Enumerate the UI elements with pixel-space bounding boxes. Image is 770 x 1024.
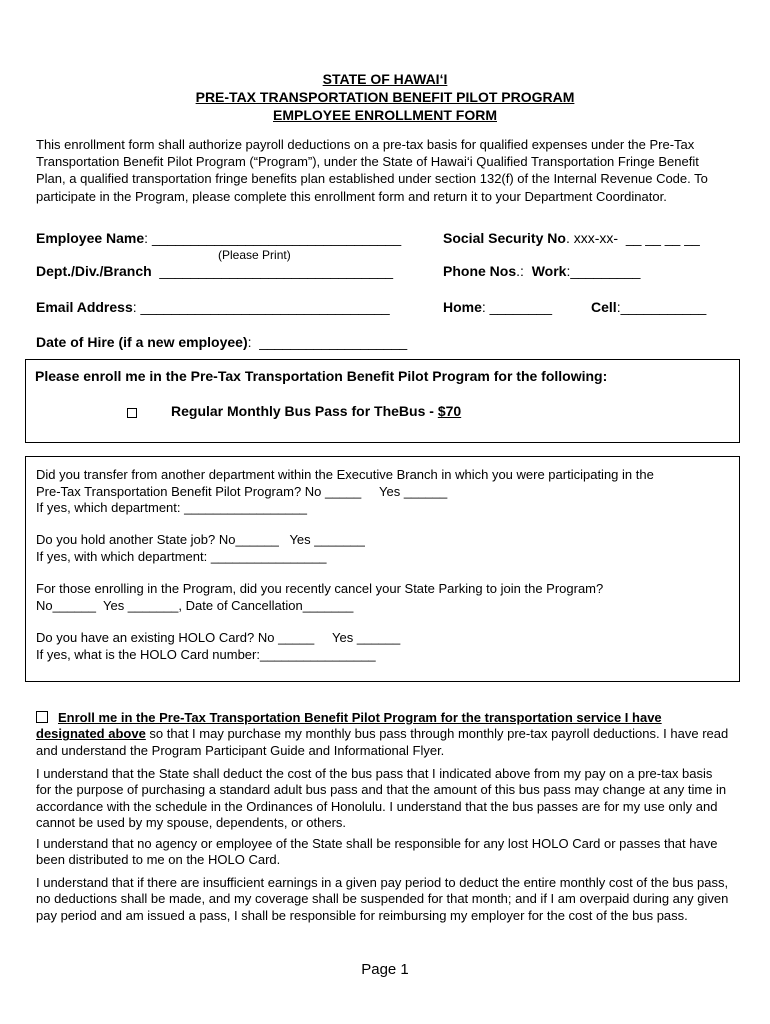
form-state-title: STATE OF HAWAI‘I xyxy=(322,71,448,87)
employee-name-line[interactable]: : ________________________________ xyxy=(144,230,402,246)
hire-date-line[interactable]: : ___________________ xyxy=(247,334,408,350)
ssn-value[interactable]: . xxx-xx- __ __ __ __ xyxy=(565,230,700,246)
questions-box xyxy=(25,456,740,682)
checkbox-icon[interactable] xyxy=(127,408,137,418)
q4-line2[interactable]: If yes, what is the HOLO Card number:________________ xyxy=(36,647,376,662)
home-label: Home xyxy=(443,299,482,315)
intro-paragraph: This enrollment form shall authorize payroll deductions on a pre-tax basis for qualified expenses under the Pre-Tax Transportation Benefit Pilot Program (“Program”), under the State of Hawai‘i Qualified Transportation Fringe Benefit Plan, a qualified transportation fringe benefits plan established under section 132(f) of the Internal Revenue Code. To participate in the Program, please complete this enrollment form and return it to your Department Coordinator. xyxy=(36,137,708,204)
q2-line1[interactable]: Do you hold another State job? No______ Yes _______ xyxy=(36,532,365,547)
bus-pass-checkbox[interactable] xyxy=(127,404,137,422)
q4-line1[interactable]: Do you have an existing HOLO Card? No _____ Yes ______ xyxy=(36,630,401,645)
email-field[interactable] xyxy=(36,299,390,315)
enrollment-heading: Please enroll me in the Pre-Tax Transportation Benefit Pilot Program for the following: xyxy=(35,368,608,384)
form-title: EMPLOYEE ENROLLMENT FORM xyxy=(273,107,497,123)
home-phone-field[interactable] xyxy=(443,299,552,315)
bus-pass-option xyxy=(171,403,461,419)
agreement-paragraph-2: I understand that the State shall deduct the cost of the bus pass that I indicated above from my pay on a pre-tax basis for the purpose of purchasing a standard adult bus pass and that the amount of this bus pass may change at any time in accordance with the schedule in the Ordinances of Honolulu. I understand that the bus passes are for my use only and cannot be used by my spouse, dependents, or others. xyxy=(36,766,727,831)
email-label: Email Address xyxy=(36,299,133,315)
dept-line[interactable]: ______________________________ xyxy=(151,263,394,279)
q1-line2[interactable]: Pre-Tax Transportation Benefit Pilot Program? No _____ Yes ______ xyxy=(36,484,448,499)
q2-line2[interactable]: If yes, with which department: ________________ xyxy=(36,549,327,564)
cell-line[interactable]: :___________ xyxy=(616,299,707,315)
agreement-lead: Enroll me in the Pre-Tax Transportation Benefit Pilot Program for the transportation service I have designated above xyxy=(36,710,662,742)
phone-separator: .: xyxy=(516,263,532,279)
hire-date-label: Date of Hire (if a new employee) xyxy=(36,334,248,350)
agreement-checkbox-icon[interactable] xyxy=(36,711,48,723)
agreement-rest: so that I may purchase my monthly bus pass through monthly pre-tax payroll deductions. I have read and understand the Program Participant Guide and Informational Flyer. xyxy=(36,726,729,758)
q1-line3[interactable]: If yes, which department: _________________ xyxy=(36,500,308,515)
email-line[interactable]: : ________________________________ xyxy=(132,299,390,315)
phone-field[interactable] xyxy=(443,263,640,279)
phone-label: Phone Nos xyxy=(443,263,517,279)
ssn-label: Social Security No xyxy=(443,230,566,246)
q1-line1: Did you transfer from another department within the Executive Branch in which you were participating in the xyxy=(36,467,654,482)
dept-field[interactable] xyxy=(36,263,393,279)
agreement-paragraph-3: I understand that no agency or employee of the State shall be responsible for any lost HOLO Card or passes that have been distributed to me on the HOLO Card. xyxy=(36,836,718,868)
employee-name-label: Employee Name xyxy=(36,230,145,246)
page-number: Page 1 xyxy=(361,961,409,978)
home-line[interactable]: : ________ xyxy=(481,299,552,315)
bus-pass-option-label: Regular Monthly Bus Pass for TheBus - xyxy=(171,403,438,419)
work-line[interactable]: :_________ xyxy=(566,263,641,279)
employee-name-field[interactable] xyxy=(36,230,401,246)
enrollment-selection-box xyxy=(25,359,740,443)
q3-line2[interactable]: No______ Yes _______, Date of Cancellation_______ xyxy=(36,598,354,613)
q3-line1: For those enrolling in the Program, did you recently cancel your State Parking to join the Program? xyxy=(36,581,604,596)
hire-date-field[interactable] xyxy=(36,334,407,350)
agreement-paragraph-1 xyxy=(36,710,731,759)
ssn-field[interactable] xyxy=(443,230,700,246)
work-label: Work xyxy=(531,263,567,279)
cell-phone-field[interactable] xyxy=(591,299,706,315)
cell-label: Cell xyxy=(591,299,617,315)
bus-pass-price: $70 xyxy=(437,403,462,419)
dept-label: Dept./Div./Branch xyxy=(36,263,152,279)
agreement-paragraph-4: I understand that if there are insufficient earnings in a given pay period to deduct the entire monthly cost of the bus pass, no deductions shall be made, and my coverage shall be suspended for that month; and if I am overpaid during any given pay period and am issued a pass, I shall be responsible for reimbursing my employer for the cost of the bus pass. xyxy=(36,875,729,923)
form-program-title: PRE-TAX TRANSPORTATION BENEFIT PILOT PROGRAM xyxy=(195,89,575,105)
please-print-note: (Please Print) xyxy=(218,248,291,262)
